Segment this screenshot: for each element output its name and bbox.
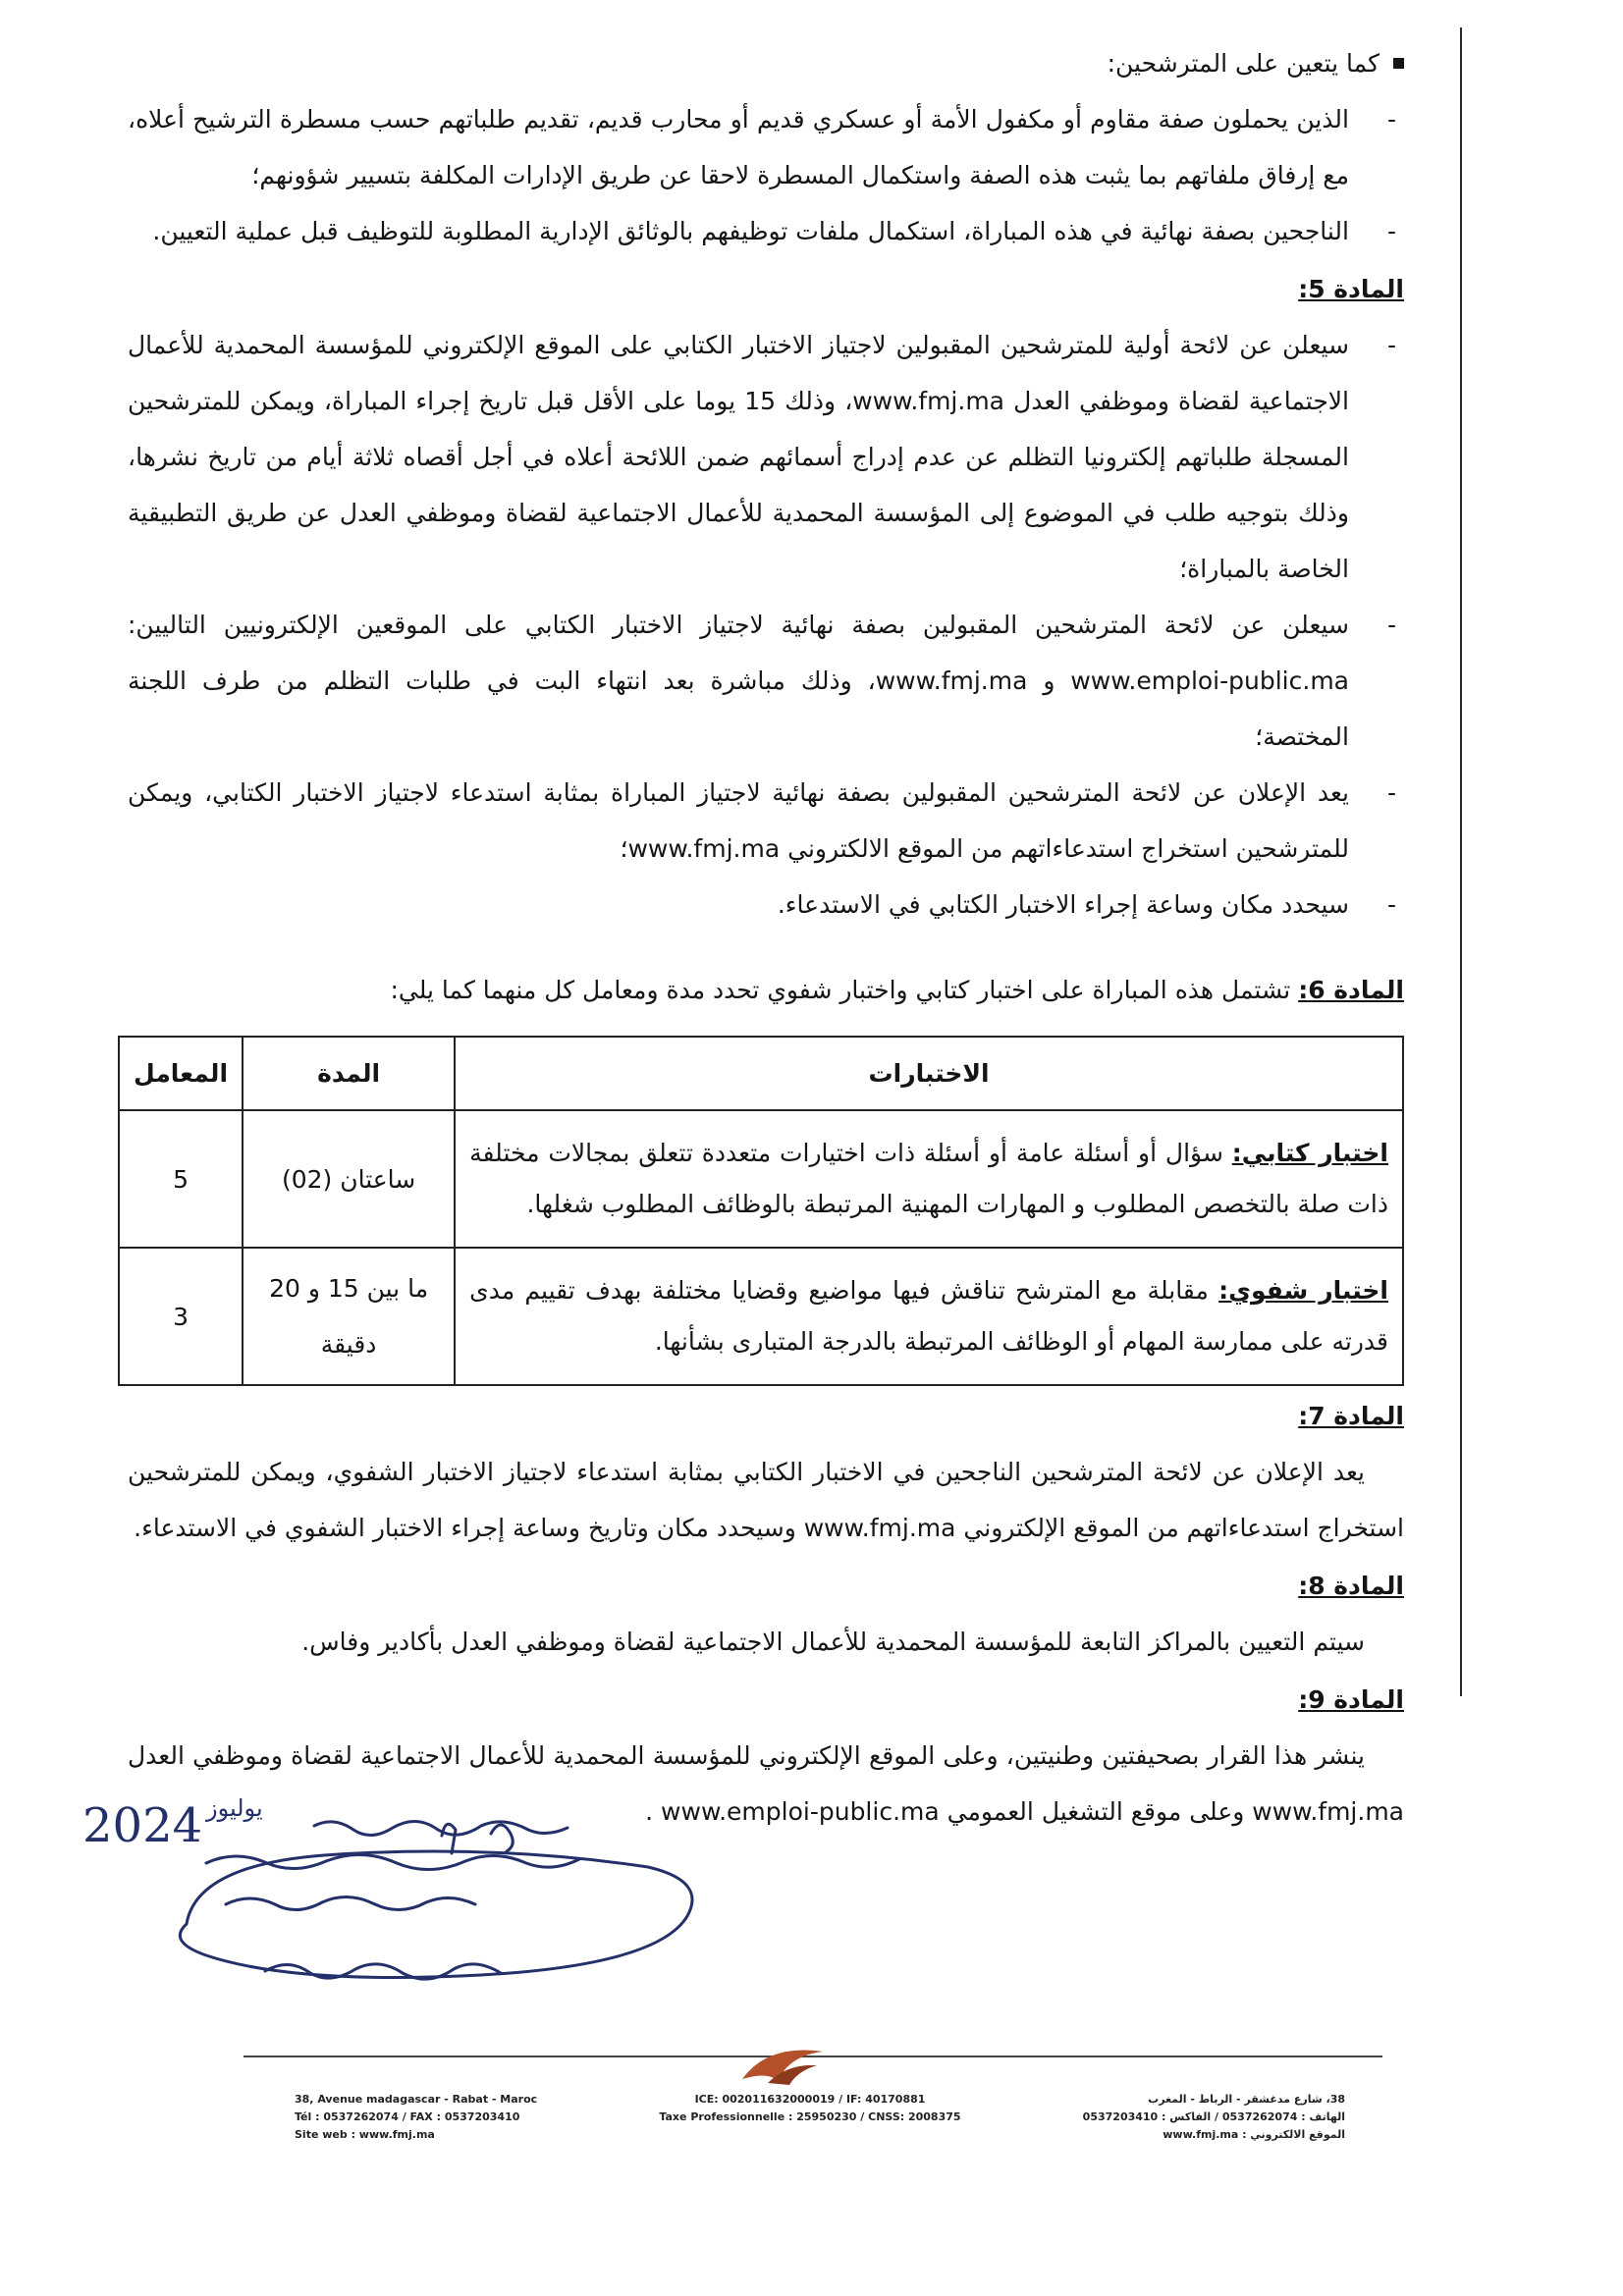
article-6	[128, 962, 1404, 1018]
intro-header-text: كما يتعين على المترشحين:	[1107, 49, 1380, 78]
test-label: اختبار شفوي:	[1218, 1276, 1388, 1305]
document-body	[128, 35, 1404, 1840]
footer-line: الموقع الالكتروني : www.fmj.ma	[1163, 2128, 1345, 2141]
column-header: المدة	[243, 1037, 455, 1110]
table-row	[119, 1110, 1403, 1248]
column-header: المعامل	[119, 1037, 243, 1110]
article-7-title: المادة 7:	[1298, 1402, 1404, 1430]
foundation-logo	[738, 2042, 827, 2087]
footer-line: 38، شارع مدغشقر - الرباط - المغرب	[1148, 2093, 1345, 2106]
article-8-text: سيتم التعيين بالمراكز التابعة للمؤسسة المحمدية للأعمال الاجتماعية لقضاة وموظفي العدل بأكادير وفاس.	[301, 1628, 1365, 1656]
column-header: الاختبارات	[455, 1037, 1403, 1110]
test-duration: ما بين 15 و 20 دقيقة	[243, 1248, 455, 1385]
footer-line: Taxe Professionnelle : 25950230 / CNSS: 2008375	[659, 2110, 961, 2123]
test-desc-text: مقابلة مع المترشح تناقش فيها مواضيع وقضايا مختلفة بهدف تقييم مدى قدرته على ممارسة المهام أو الوظائف المرتبطة بالدرجة المتبارى بشأنها.	[469, 1276, 1388, 1356]
footer-line: Tél : 0537262074 / FAX : 0537203410	[295, 2110, 520, 2123]
tests-table	[118, 1036, 1404, 1386]
test-label: اختبار كتابي:	[1231, 1139, 1388, 1167]
list-item: - سيحدد مكان وساعة إجراء الاختبار الكتابي في الاستدعاء.	[128, 877, 1404, 933]
article-9-text: ينشر هذا القرار بصحيفتين وطنيتين، وعلى الموقع الإلكتروني للمؤسسة المحمدية للأعمال الاجتماعية لقضاة وموظفي العدل www.fmj.ma وعلى موقع التشغيل العمومي www.emploi-public.ma .	[128, 1741, 1404, 1826]
margin-rule	[1460, 27, 1462, 1696]
intro-header	[128, 35, 1404, 91]
article-7-text: يعد الإعلان عن لائحة المترشحين الناجحين في الاختبار الكتابي بمثابة استدعاء لاجتياز الاختبار الشفوي، ويمكن للمترشحين استخراج استدعاءاتهم من الموقع الإلكتروني www.fmj.ma وسيحدد مكان وتاريخ وساعة إجراء الاختبار الشفوي في الاستدعاء.	[128, 1458, 1404, 1542]
table-header-row	[119, 1037, 1403, 1110]
footer-right	[1070, 2091, 1345, 2144]
footer-line: 38, Avenue madagascar - Rabat - Maroc	[295, 2093, 538, 2106]
list-item: - الناجحين بصفة نهائية في هذه المباراة، استكمال ملفات توظيفهم بالوثائق الإدارية المطلوبة للتوظيف قبل عملية التعيين.	[128, 203, 1404, 259]
article-9-title: المادة 9:	[1298, 1685, 1404, 1714]
list-item: - سيعلن عن لائحة المترشحين المقبولين بصفة نهائية لاجتياز الاختبار الكتابي على الموقعين الإلكترونيين التاليين: www.emploi-public.ma و www.fmj.ma، وذلك مباشرة بعد انتهاء البت في طلبات التظلم من طرف اللجنة المختصة؛	[128, 597, 1404, 765]
article-6-text: تشتمل هذه المباراة على اختبار كتابي واختبار شفوي تحدد مدة ومعامل كل منهما كما يلي:	[390, 976, 1291, 1004]
article-6-title: المادة 6:	[1298, 976, 1404, 1004]
list-item: - الذين يحملون صفة مقاوم أو مكفول الأمة أو عسكري قديم أو محارب قديم، تقديم طلباتهم حسب مسطرة الترشيح أعلاه، مع إرفاق ملفاتهم بما يثبت هذه الصفة واستكمال المسطرة لاحقا عن طريق الإدارات المكلفة بتسيير شؤونهم؛	[128, 91, 1404, 203]
table-row	[119, 1248, 1403, 1385]
handwritten-signature	[167, 1806, 717, 2032]
test-desc-text: سؤال أو أسئلة عامة أو أسئلة ذات اختيارات متعددة تتعلق بمجالات مختلفة ذات صلة بالتخصص المطلوب و المهارات المهنية المرتبطة بالوظائف المطلوب شغلها.	[469, 1139, 1388, 1218]
list-item: - سيعلن عن لائحة أولية للمترشحين المقبولين لاجتياز الاختبار الكتابي على الموقع الإلكتروني للمؤسسة المحمدية للأعمال الاجتماعية لقضاة وموظفي العدل www.fmj.ma، وذلك 15 يوما على الأقل قبل تاريخ إجراء المباراة، ويمكن للمترشحين المسجلة طلباتهم إلكترونيا التظلم عن عدم إدراج أسمائهم ضمن اللائحة أعلاه في أجل أقصاه ثلاثة أيام من تاريخ نشرها، وذلك بتوجيه طلب في الموضوع إلى المؤسسة المحمدية للأعمال الاجتماعية لقضاة وموظفي العدل عن طريق التطبيقية الخاصة بالمباراة؛	[128, 317, 1404, 597]
footer-left	[295, 2091, 537, 2144]
test-coefficient: 3	[119, 1248, 243, 1385]
article-8-title: المادة 8:	[1298, 1572, 1404, 1600]
article-5-list	[128, 317, 1404, 933]
footer-line: الهاتف : 0537262074 / الفاكس : 0537203410	[1082, 2110, 1345, 2123]
square-bullet-icon	[1393, 58, 1404, 69]
footer-line: Site web : www.fmj.ma	[295, 2128, 435, 2141]
signature-month: يوليوز	[206, 1794, 263, 1822]
test-description	[455, 1110, 1403, 1248]
footer-middle	[653, 2091, 967, 2126]
article-5-title: المادة 5:	[1298, 275, 1404, 303]
test-coefficient: 5	[119, 1110, 243, 1248]
list-item: - يعد الإعلان عن لائحة المترشحين المقبولين بصفة نهائية لاجتياز المباراة بمثابة استدعاء لاجتياز الاختبار الكتابي، ويمكن للمترشحين استخراج استدعاءاتهم من الموقع الالكتروني www.fmj.ma؛	[128, 765, 1404, 877]
intro-list	[128, 91, 1404, 259]
test-description	[455, 1248, 1403, 1385]
footer-line: ICE: 002011632000019 / IF: 40170881	[694, 2093, 926, 2106]
test-duration: ساعتان (02)	[243, 1110, 455, 1248]
signature-date-year: 2024	[82, 1798, 203, 1853]
